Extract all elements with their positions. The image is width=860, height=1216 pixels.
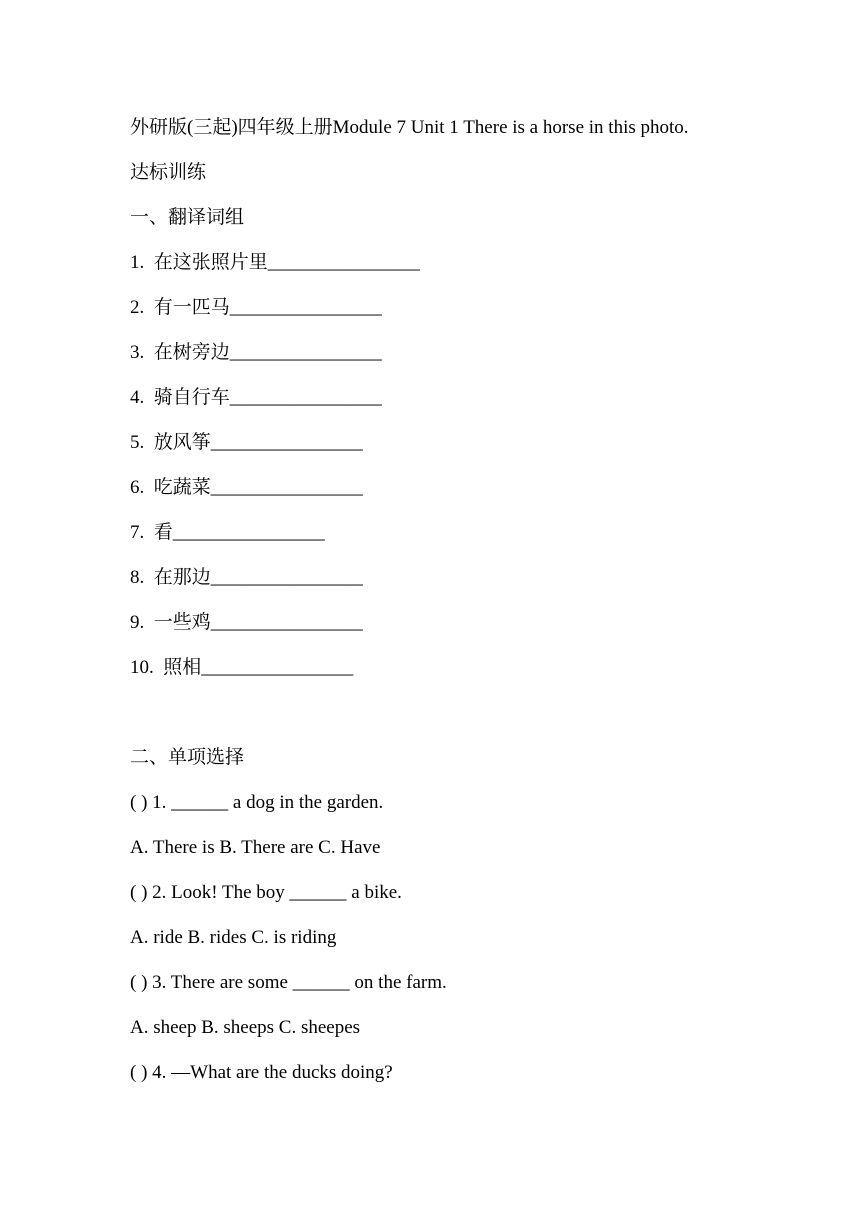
question-options: A. ride B. rides C. is riding (130, 927, 337, 948)
translation-item: 2. 有一匹马________________ (130, 297, 382, 318)
translation-item: 5. 放风筝________________ (130, 432, 363, 453)
document-subtitle: 达标训练 (130, 162, 207, 183)
question-stem: ( ) 3. There are some ______ on the farm. (130, 972, 447, 993)
translation-item: 7. 看________________ (130, 522, 325, 543)
translation-item: 10. 照相________________ (130, 657, 354, 678)
question-stem: ( ) 1. ______ a dog in the garden. (130, 792, 384, 813)
translation-item: 8. 在那边________________ (130, 567, 363, 588)
section-1-heading: 一、翻译词组 (130, 207, 245, 228)
question-options: A. sheep B. sheeps C. sheepes (130, 1017, 361, 1038)
document-title: 外研版(三起)四年级上册Module 7 Unit 1 There is a horse in this photo. (130, 117, 689, 138)
translation-item: 3. 在树旁边________________ (130, 342, 382, 363)
section-2-heading: 二、单项选择 (130, 747, 245, 768)
translation-item: 9. 一些鸡________________ (130, 612, 363, 633)
question-stem: ( ) 2. Look! The boy ______ a bike. (130, 882, 402, 903)
question-stem: ( ) 4. —What are the ducks doing? (130, 1062, 393, 1083)
translation-item: 6. 吃蔬菜________________ (130, 477, 363, 498)
question-options: A. There is B. There are C. Have (130, 837, 381, 858)
translation-item: 4. 骑自行车________________ (130, 387, 382, 408)
translation-item: 1. 在这张照片里________________ (130, 252, 420, 273)
